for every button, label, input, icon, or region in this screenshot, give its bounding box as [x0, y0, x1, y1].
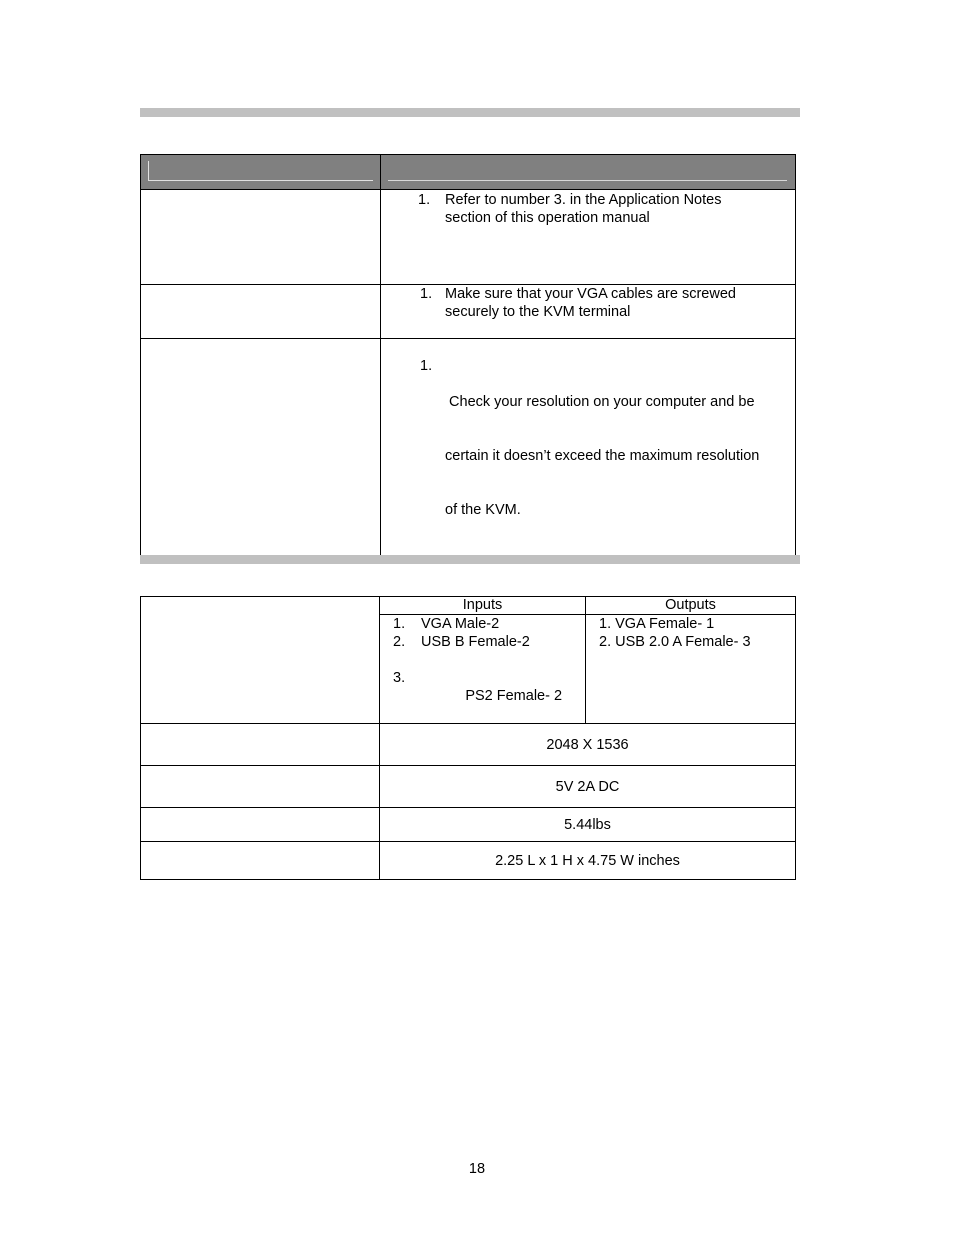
table-row	[141, 285, 796, 339]
spec-label-cell	[141, 597, 380, 724]
solution-cell	[381, 190, 796, 285]
item-number: 3.	[393, 670, 406, 686]
solution-line: securely to the KVM terminal	[445, 304, 631, 320]
dimensions-row	[141, 842, 796, 880]
problem-cell	[141, 285, 381, 339]
header-cell-problem	[141, 155, 381, 190]
connectors-header-row	[141, 597, 796, 615]
solution-item	[381, 191, 795, 227]
item-number: 1.	[420, 286, 433, 302]
spec-label-cell	[141, 724, 380, 766]
outputs-header: Outputs	[586, 597, 796, 615]
weight-row	[141, 808, 796, 842]
resolution-value: 2048 X 1536	[380, 724, 796, 766]
problem-cell	[141, 339, 381, 556]
solution-line: Check your resolution on your computer and be	[445, 394, 755, 410]
input-connector: PS2 Female- 2	[461, 688, 563, 704]
solution-cell	[381, 339, 796, 556]
table-row	[141, 190, 796, 285]
inputs-cell	[380, 615, 586, 724]
item-number: 1.	[420, 358, 433, 374]
problem-cell	[141, 190, 381, 285]
weight-value: 5.44lbs	[380, 808, 796, 842]
spec-label-cell	[141, 842, 380, 880]
section-divider-bar	[140, 108, 800, 117]
specifications-table	[140, 596, 796, 880]
resolution-row	[141, 724, 796, 766]
spec-label-cell	[141, 808, 380, 842]
table-header-row	[141, 155, 796, 190]
item-number: 1.	[418, 192, 431, 208]
solution-line: section of this operation manual	[445, 210, 650, 226]
list-item	[380, 615, 585, 633]
page-number: 18	[468, 1161, 486, 1177]
input-connector: USB B Female-2	[421, 634, 530, 650]
solution-item	[381, 339, 795, 555]
list-item	[380, 633, 585, 651]
solution-line: certain it doesn’t exceed the maximum resolution	[445, 448, 760, 464]
list-item	[380, 651, 585, 723]
section-divider-bar	[140, 555, 800, 564]
outputs-cell	[586, 615, 796, 724]
output-connector: 1. VGA Female- 1	[599, 616, 715, 632]
power-value: 5V 2A DC	[380, 766, 796, 808]
solution-line: of the KVM.	[445, 502, 521, 518]
item-number: 2.	[393, 634, 406, 650]
item-number: 1.	[393, 616, 406, 632]
inputs-header: Inputs	[380, 597, 586, 615]
solution-line: Refer to number 3. in the Application Notes	[445, 192, 722, 208]
input-connector: VGA Male-2	[421, 616, 500, 632]
troubleshooting-table	[140, 154, 796, 556]
dimensions-value: 2.25 L x 1 H x 4.75 W inches	[380, 842, 796, 880]
header-cell-solution	[381, 155, 796, 190]
power-row	[141, 766, 796, 808]
table-row	[141, 339, 796, 556]
spec-label-cell	[141, 766, 380, 808]
solution-cell	[381, 285, 796, 339]
output-connector: 2. USB 2.0 A Female- 3	[599, 634, 751, 650]
solution-item	[381, 285, 795, 321]
solution-line: Make sure that your VGA cables are screwed	[445, 286, 736, 302]
